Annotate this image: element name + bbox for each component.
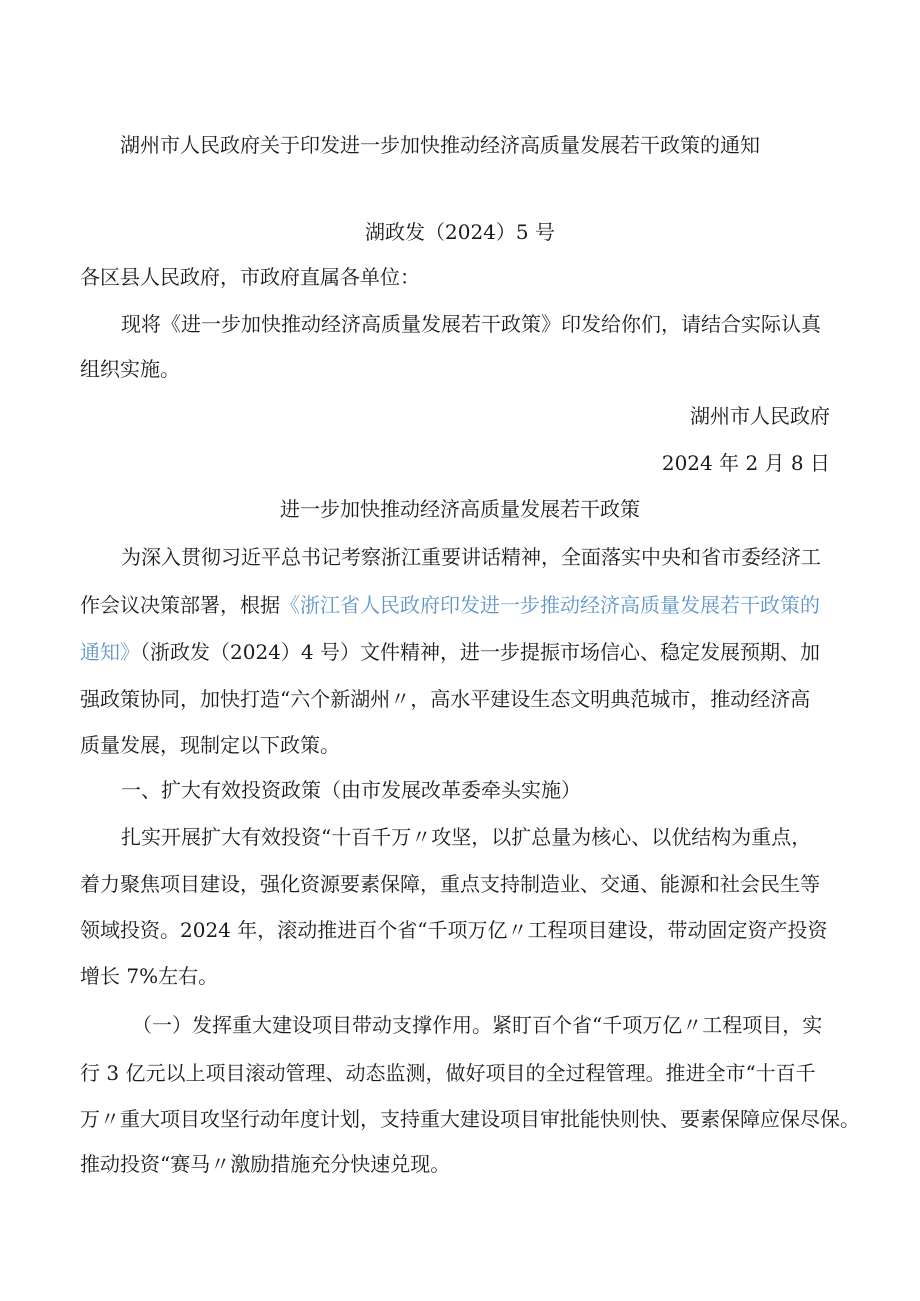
intro-text-line (80, 640, 820, 664)
document-title: 湖州市人民政府关于印发进一步加快推动经济高质量发展若干政策的通知 (120, 133, 760, 157)
issuer-signature: 湖州市人民政府 (690, 404, 830, 428)
item-text-line: 万〃重大项目攻坚行动年度计划，支持重大建设项目审批能快则快、要素保障应保尽保。 (80, 1107, 860, 1131)
intro-text-line: 强政策协同，加快打造“六个新湖州〃，高水平建设生态文明典范城市，推动经济高 (80, 687, 811, 711)
section-text-line: 领域投资。2024 年，滚动推进百个省“千项万亿〃工程项目建设，带动固定资产投资 (80, 918, 828, 942)
intro-text-line: 质量发展，现制定以下政策。 (80, 733, 340, 757)
addressee: 各区县人民政府，市政府直属各单位： (80, 265, 420, 289)
intro-text-line (80, 593, 820, 617)
document-number: 湖政发（2024）5 号 (365, 220, 555, 244)
notice-text-line: 现将《进一步加快推动经济高质量发展若干政策》印发给你们，请结合实际认真 (121, 312, 821, 336)
referenced-document-link[interactable]: 通知》 (80, 640, 140, 664)
item-text-line: 推动投资“赛马〃激励措施充分快速兑现。 (80, 1152, 451, 1176)
intro-text-line: 为深入贯彻习近平总书记考察浙江重要讲话精神，全面落实中央和省市委经济工 (121, 545, 821, 569)
issue-date: 2024 年 2 月 8 日 (661, 451, 830, 475)
section-text-line: 着力聚焦项目建设，强化资源要素保障，重点支持制造业、交通、能源和社会民生等 (80, 872, 820, 896)
section-heading: 一、扩大有效投资政策（由市发展改革委牵头实施） (121, 778, 581, 802)
section-text-line: 增长 7%左右。 (80, 964, 219, 988)
item-text-line: 行 3 亿元以上项目滚动管理、动态监测，做好项目的全过程管理。推进全市“十百千 (80, 1061, 816, 1085)
item-text-line: （一）发挥重大建设项目带动支撑作用。紧盯百个省“千项万亿〃工程项目，实 (132, 1013, 823, 1037)
notice-text-line: 组织实施。 (80, 357, 180, 381)
intro-text-fragment: （浙政发（2024）4 号）文件精神，进一步提振市场信心、稳定发展预期、加 (140, 640, 820, 664)
referenced-document-link[interactable]: 《浙江省人民政府印发进一步推动经济高质量发展若干政策的 (280, 593, 820, 617)
section-text-line: 扎实开展扩大有效投资“十百千万〃攻坚，以扩总量为核心、以优结构为重点， (121, 825, 812, 849)
policy-title: 进一步加快推动经济高质量发展若干政策 (280, 497, 640, 521)
intro-text-fragment: 作会议决策部署，根据 (80, 593, 280, 617)
